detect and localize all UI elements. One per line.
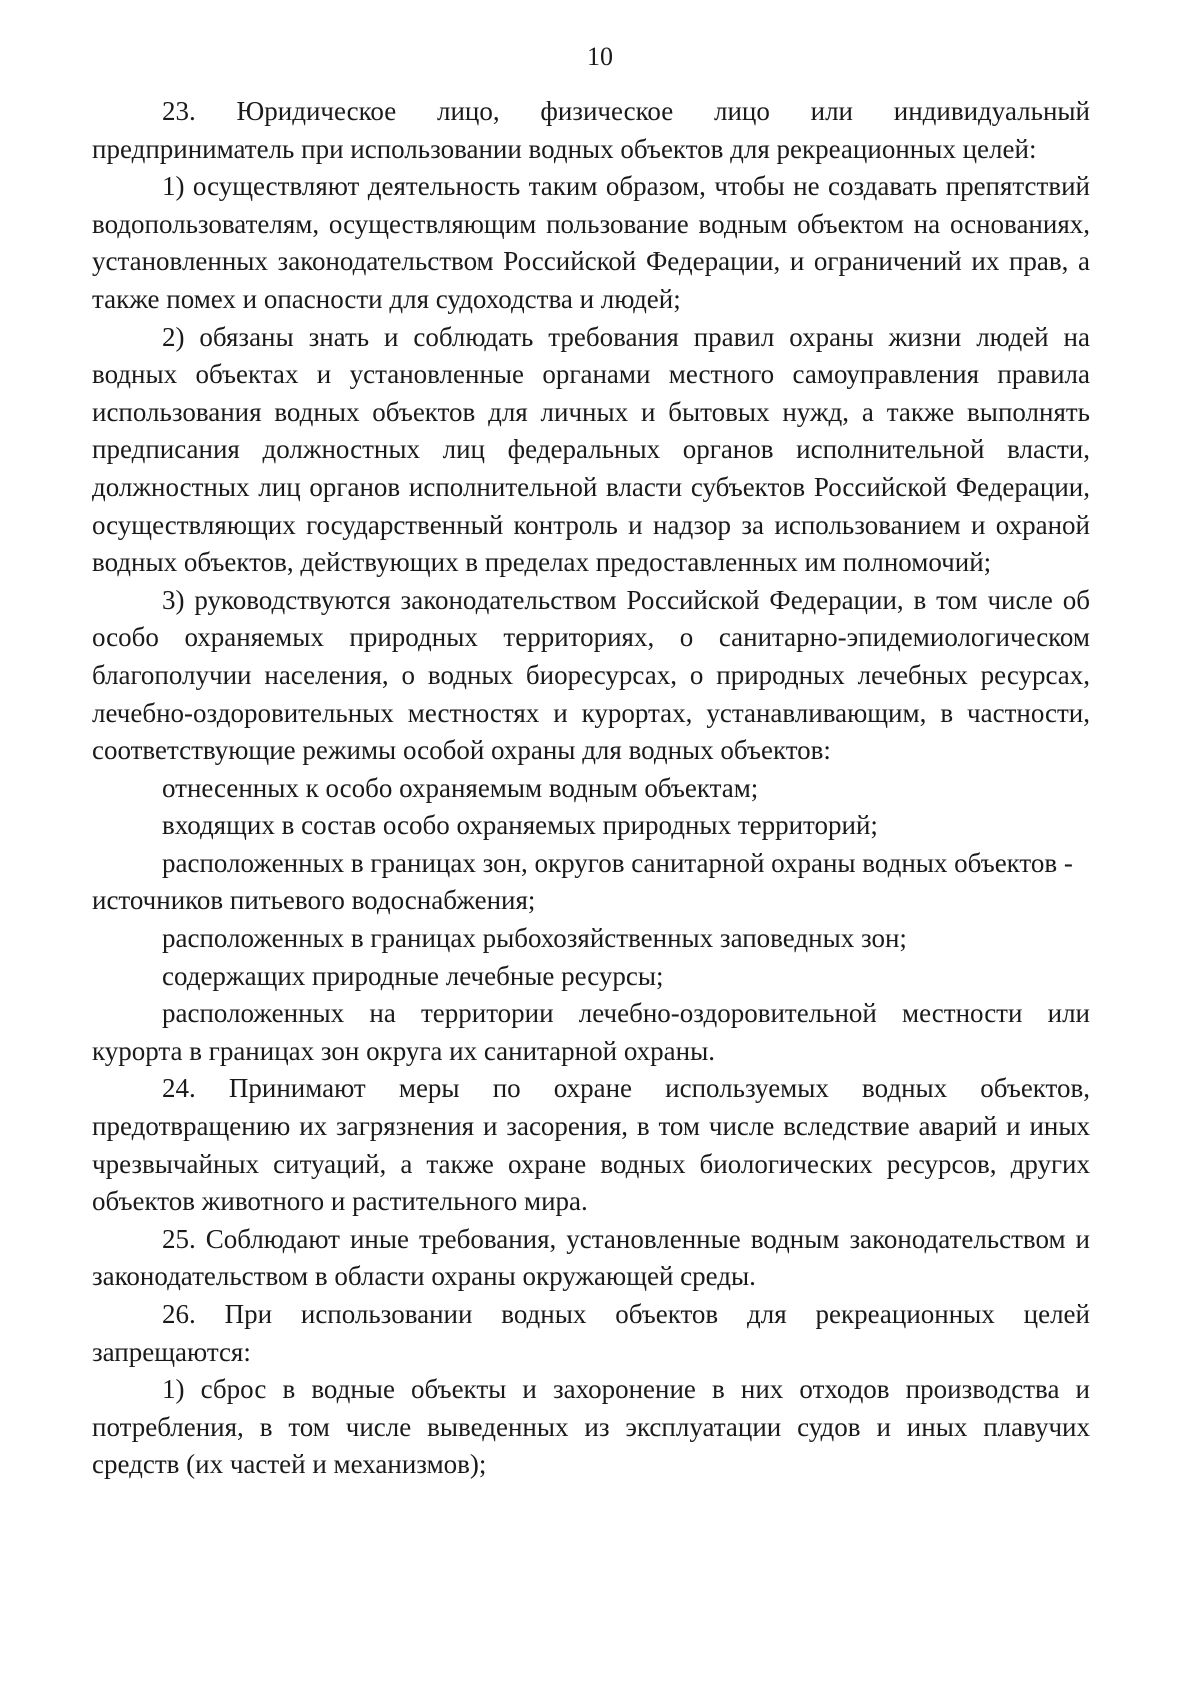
list-item: отнесенных к особо охраняемым водным объектам; [162,772,759,803]
paragraph-23-item-1: 1) осуществляют деятельность таким образом, чтобы не создавать препятствий водопользователям, осуществляющим пользование водным объектом на основаниях, установленных законодательством Российской Федерации, и ограничений их прав, а также помех и опасности для судоходства и людей; [92,171,1090,314]
paragraph-23-item-2: 2) обязаны знать и соблюдать требования правил охраны жизни людей на водных объектах и установленные органами местного самоуправления правила использования водных объектов для личных и бытовых нужд, а также выполнять предписания должностных лиц федеральных органов исполнительной власти, должностных лиц органов исполнительной власти субъектов Российской Федерации, осуществляющих государственный контроль и надзор за использованием и охраной водных объектов, действующих в пределах предоставленных им полномочий; [92,321,1090,578]
list-item: содержащих природные лечебные ресурсы; [162,960,664,991]
list-item: расположенных в границах рыбохозяйственных заповедных зон; [162,923,907,954]
paragraph-24: 24. Принимают меры по охране используемых водных объектов, предотвращению их загрязнения и засорения, в том числе вследствие аварий и иных чрезвычайных ситуаций, а также охране водных биологических ресурсов, других объектов животного и растительного мира. [92,1073,1090,1217]
paragraph-23: 23. Юридическое лицо, физическое лицо или индивидуальный предприниматель при использовании водных объектов для рекреационных целей: [92,96,1090,164]
page-number: 10 [587,42,613,71]
paragraph-25: 25. Соблюдают иные требования, установленные водным законодательством и законодательством в области охраны окружающей среды. [92,1223,1090,1292]
paragraph-23-item-3: 3) руководствуются законодательством Российской Федерации, в том числе об особо охраняемых природных территориях, о санитарно-эпидемиологическом благополучии населения, о водных биоресурсах, о природных лечебных ресурсах, лечебно-оздоровительных местностях и курортах, устанавливающим, в частности, соответствующие режимы особой охраны для водных объектов: [92,584,1090,766]
document-body [92,93,1090,1484]
list-item: входящих в состав особо охраняемых природных территорий; [162,810,878,841]
list-item: расположенных в границах зон, округов санитарной охраны водных объектов - источников питьевого водоснабжения; [92,847,1073,916]
paragraph-26-item-1: 1) сброс в водные объекты и захоронение в них отходов производства и потребления, в том числе выведенных из эксплуатации судов и иных плавучих средств (их частей и механизмов); [92,1374,1090,1480]
paragraph-26: 26. При использовании водных объектов для рекреационных целей запрещаются: [92,1299,1090,1367]
list-item: расположенных на территории лечебно-оздоровительной местности или курорта в границах зон округа их санитарной охраны. [92,998,1090,1066]
